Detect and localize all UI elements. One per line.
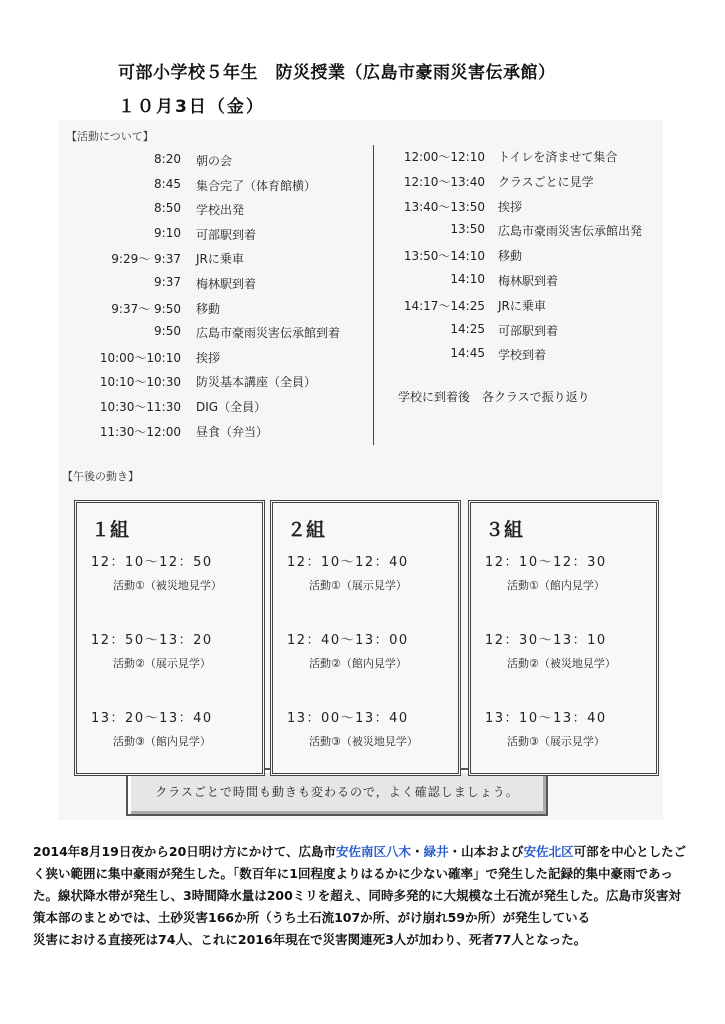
schedule-activity: 広島市豪雨災害伝承館到着: [196, 326, 341, 341]
schedule-activity: 広島市豪雨災害伝承館出発: [498, 224, 643, 239]
description-text: ・: [411, 844, 424, 859]
schedule-time: 9:37: [154, 275, 181, 289]
scanned-schedule: [58, 120, 663, 820]
schedule-activity: 学校出発: [196, 203, 245, 218]
link-yagi[interactable]: 八木: [386, 844, 412, 859]
slot-activity: 活動②（被災地見学）: [507, 657, 616, 670]
notice-text: クラスごとで時間も動きも変わるので，よく確認しましょう。: [155, 785, 519, 799]
schedule-time: 9:10: [154, 225, 181, 240]
schedule-activity: トイレを済ませて集合: [498, 150, 618, 164]
schedule-time: 10:10～10:30: [99, 375, 181, 390]
schedule-time: 9:50: [154, 324, 181, 339]
slot-time: 12：10～12：50: [91, 555, 213, 570]
schedule-time: 12:10～13:40: [403, 174, 485, 189]
class-box: [468, 500, 659, 776]
class-name: １組: [91, 519, 130, 541]
schedule-time: 14:10: [450, 272, 485, 286]
schedule-activity: 防災基本講座（全員）: [196, 375, 317, 390]
class-box: [74, 500, 265, 776]
schedule-time: 13:40～13:50: [403, 199, 485, 214]
description-text: 可部を中心としたごく狭い範囲に集中豪雨が発生した。「数百年に1回程度よりはるかに少ない確率」で発生した記録的集中豪雨であった。線状降水帯が発生し、3時間降水量は200ミリを超え、同時多発的に大規模な土石流が発生した。広島市災害対策本部のまとめでは、土砂災害166か所（うち土石流107か所、がけ崩れ59か所）が発生している: [33, 844, 687, 925]
slot-activity: 活動③（館内見学）: [113, 735, 211, 748]
slot-time: 13：20～13：40: [91, 711, 213, 726]
schedule-activity: 可部駅到着: [196, 227, 257, 242]
slot-activity: 活動③（被災地見学）: [309, 735, 418, 748]
schedule-activity: JRに乗車: [196, 252, 244, 267]
slot-time: 12：50～13：20: [91, 633, 213, 648]
schedule-time: 9:29～ 9:37: [111, 252, 181, 267]
activities-section-label: 【活動について】: [66, 130, 154, 143]
link-asaminami[interactable]: 安佐南区: [336, 844, 387, 859]
schedule-activity: DIG（全員）: [196, 400, 267, 414]
schedule-time: 10:30～11:30: [99, 400, 181, 414]
schedule-activity: 梅林駅到着: [196, 277, 257, 291]
schedule-time: 8:50: [154, 201, 181, 216]
schedule-activity: 移動: [196, 301, 221, 316]
schedule-activity: JRに乗車: [498, 298, 546, 313]
slot-activity: 活動②（展示見学）: [113, 657, 211, 670]
page-date: １０月3日（金）: [118, 97, 265, 117]
column-divider: [373, 145, 374, 445]
schedule-activity: 可部駅到着: [498, 323, 559, 338]
class-name: ３組: [485, 519, 524, 541]
schedule-activity: 梅林駅到着: [498, 274, 559, 288]
schedule-time: 13:50～14:10: [403, 249, 485, 264]
schedule-activity: クラスごとに見学: [498, 174, 594, 189]
link-midorii[interactable]: 緑井: [423, 844, 449, 859]
schedule-time: 11:30～12:00: [99, 424, 181, 439]
schedule-time: 10:00～10:10: [99, 350, 181, 365]
schedule-time: 12:00～12:10: [403, 150, 485, 164]
schedule-time: 13:50: [450, 222, 485, 237]
schedule-activity: 移動: [498, 249, 523, 264]
schedule-time: 14:25: [450, 321, 485, 336]
schedule-activity: 朝の会: [196, 154, 233, 168]
slot-time: 12：10～12：30: [485, 555, 607, 570]
class-name: ２組: [287, 519, 326, 541]
slot-time: 13：10～13：40: [485, 711, 607, 726]
schedule-activity: 挨拶: [196, 350, 221, 365]
slot-activity: 活動①（被災地見学）: [113, 579, 222, 592]
slot-time: 12：40～13：00: [287, 633, 409, 648]
slot-time: 12：10～12：40: [287, 555, 409, 570]
afternoon-section-label: 【午後の動き】: [62, 470, 139, 483]
schedule-note: 学校に到着後 各クラスで振り返り: [398, 390, 590, 404]
slot-activity: 活動③（展示見学）: [507, 735, 605, 748]
slot-activity: 活動②（館内見学）: [309, 657, 407, 670]
link-asakita[interactable]: 安佐北区: [523, 844, 574, 859]
schedule-activity: 集合完了（体育館横）: [196, 178, 317, 193]
schedule-activity: 昼食（弁当）: [196, 424, 269, 439]
schedule-time: 8:20: [154, 152, 181, 166]
slot-time: 12：30～13：10: [485, 633, 607, 648]
description-text: 災害における直接死は74人、これに2016年現在で災害関連死3人が加わり、死者77人となった。: [33, 932, 587, 947]
schedule-time: 14:17～14:25: [403, 298, 485, 313]
slot-time: 13：00～13：40: [287, 711, 409, 726]
schedule-time: 14:45: [450, 346, 485, 361]
description-text: 2014年8月19日夜から20日明け方にかけて、広島市: [33, 844, 337, 859]
page-title: 可部小学校５年生 防災授業（広島市豪雨災害伝承館）: [118, 63, 556, 83]
description-text: ・山本および: [448, 844, 524, 859]
schedule-time: 9:37～ 9:50: [111, 301, 181, 316]
slot-activity: 活動①（館内見学）: [507, 579, 605, 592]
slot-activity: 活動①（展示見学）: [309, 579, 407, 592]
schedule-activity: 挨拶: [498, 199, 523, 214]
description-paragraph: [33, 841, 693, 951]
class-box: [270, 500, 461, 776]
schedule-activity: 学校到着: [498, 348, 547, 363]
schedule-time: 8:45: [154, 176, 181, 191]
